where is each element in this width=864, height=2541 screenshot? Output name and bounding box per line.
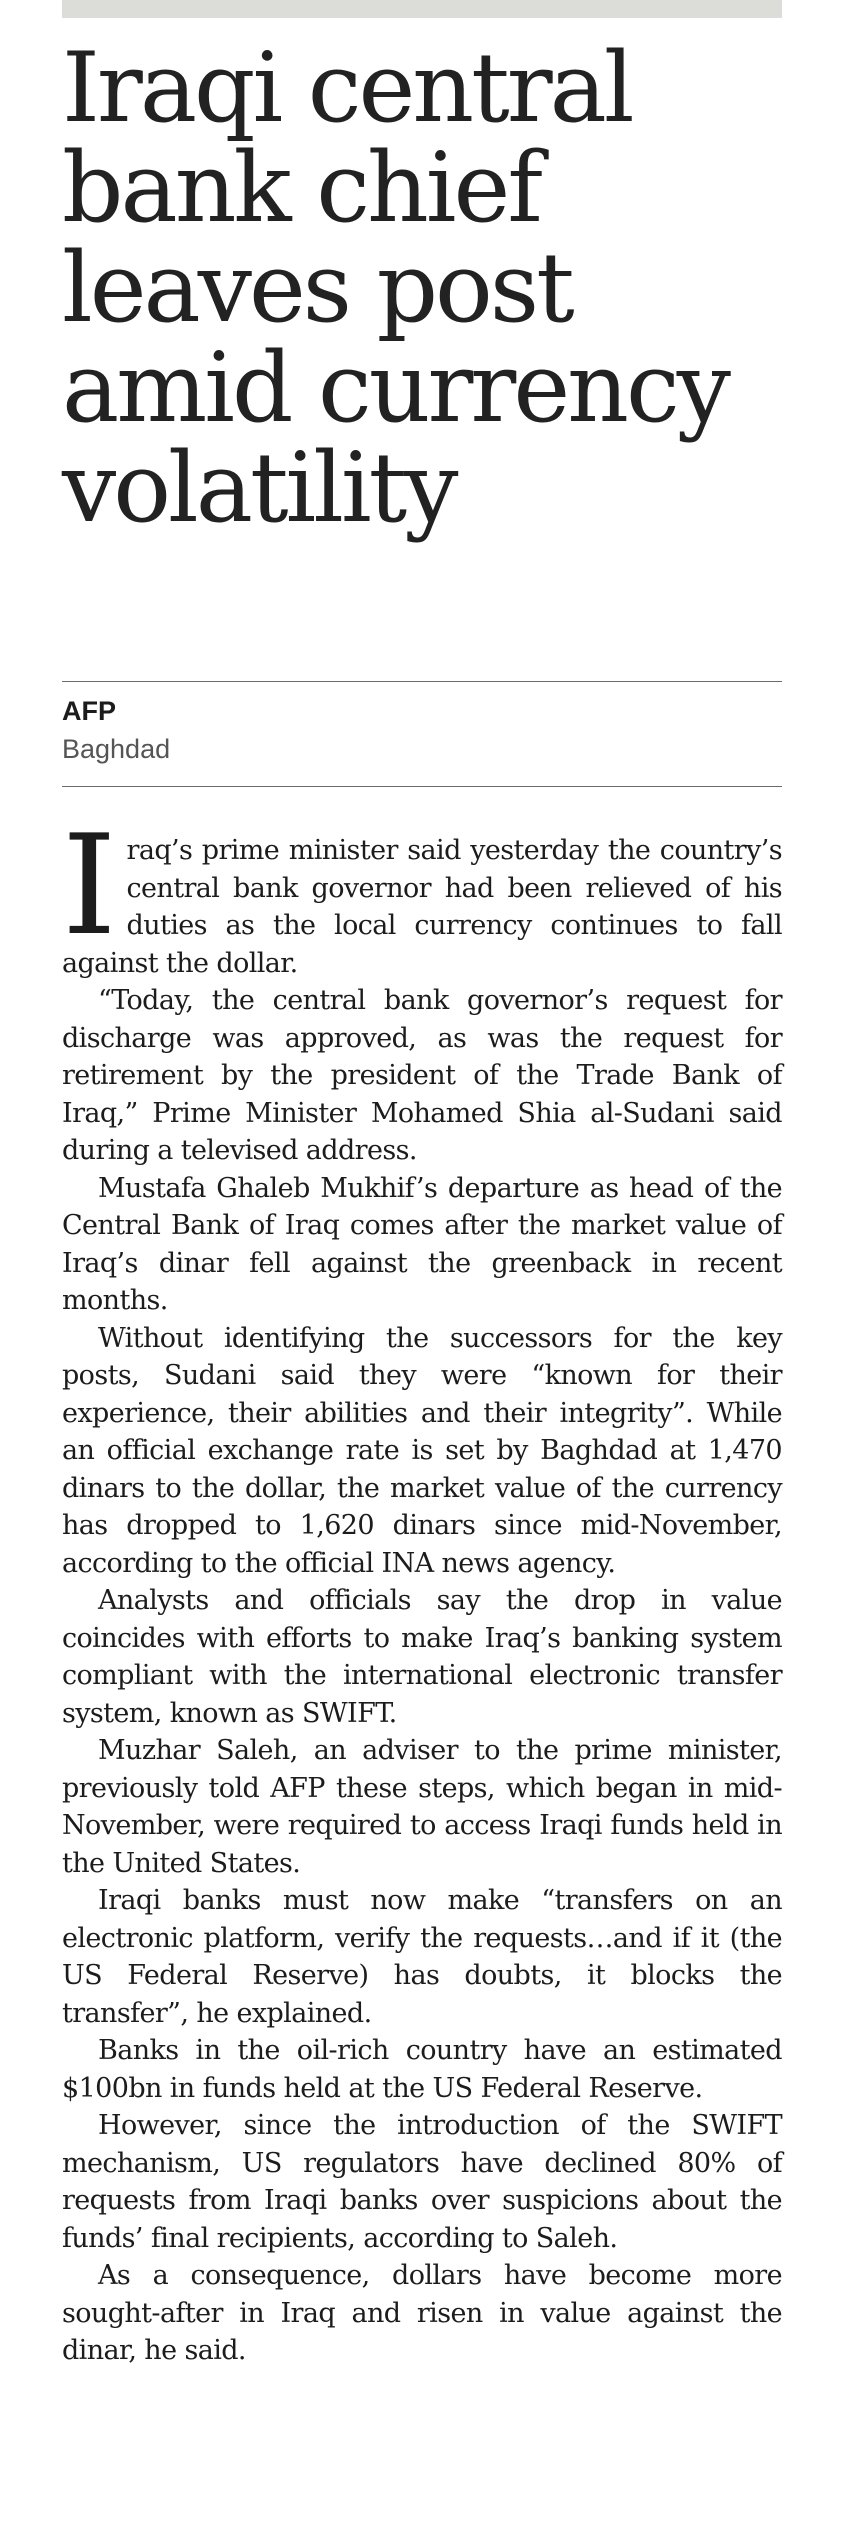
paragraph-2: “Today, the central bank governor’s request for discharge was approved, as was the request for retirement by the president of the Trade Bank of Iraq,” Prime Minister Mohamed Shia al-Sudani said during a televised address.: [62, 985, 782, 1166]
paragraph-1: [62, 805, 782, 982]
paragraph-8: Banks in the oil-rich country have an estimated $100bn in funds held at the US Federal Reserve.: [62, 2035, 782, 2104]
byline-agency: AFP: [62, 696, 116, 726]
paragraph-9: However, since the introduction of the SWIFT mechanism, US regulators have declined 80% of requests from Iraqi banks over suspicions about the funds’ final recipients, according to Saleh.: [62, 2110, 782, 2254]
paragraph-7: Iraqi banks must now make “transfers on an electronic platform, verify the requests…and if it (the US Federal Reserve) has doubts, it blocks the transfer”, he explained.: [62, 1885, 782, 2029]
paragraph-1-text: raq’s prime minister said yesterday the country’s central bank governor had been relieved of his duties as the local currency continues to fall against the dollar.: [62, 835, 782, 979]
article-body: [62, 805, 782, 2370]
paragraph-10: As a consequence, dollars have become more sought-after in Iraq and risen in value against the dinar, he said.: [62, 2260, 782, 2366]
top-rule: [62, 0, 782, 18]
paragraph-4: Without identifying the successors for the key posts, Sudani said they were “known for their experience, their abilities and their integrity”. While an official exchange rate is set by Baghdad at 1,470 dinars to the dollar, the market value of the currency has dropped to 1,620 dinars since mid-November, according to the official INA news agency.: [62, 1322, 782, 1579]
byline-top-rule: [62, 681, 782, 682]
byline-bottom-rule: [62, 786, 782, 787]
paragraph-6: Muzhar Saleh, an adviser to the prime minister, previously told AFP these steps, which began in mid-November, were required to access Iraqi funds held in the United States.: [62, 1735, 782, 1879]
drop-cap: I: [62, 805, 117, 966]
paragraph-3: Mustafa Ghaleb Mukhif’s departure as head of the Central Bank of Iraq comes after the market value of Iraq’s dinar fell against the greenback in recent months.: [62, 1172, 782, 1316]
byline-location: Baghdad: [62, 734, 171, 764]
headline: Iraqi central bank chief leaves post amid currency volatility: [62, 32, 728, 544]
paragraph-5: Analysts and officials say the drop in value coincides with efforts to make Iraq’s banking system compliant with the international electronic transfer system, known as SWIFT.: [62, 1585, 782, 1729]
